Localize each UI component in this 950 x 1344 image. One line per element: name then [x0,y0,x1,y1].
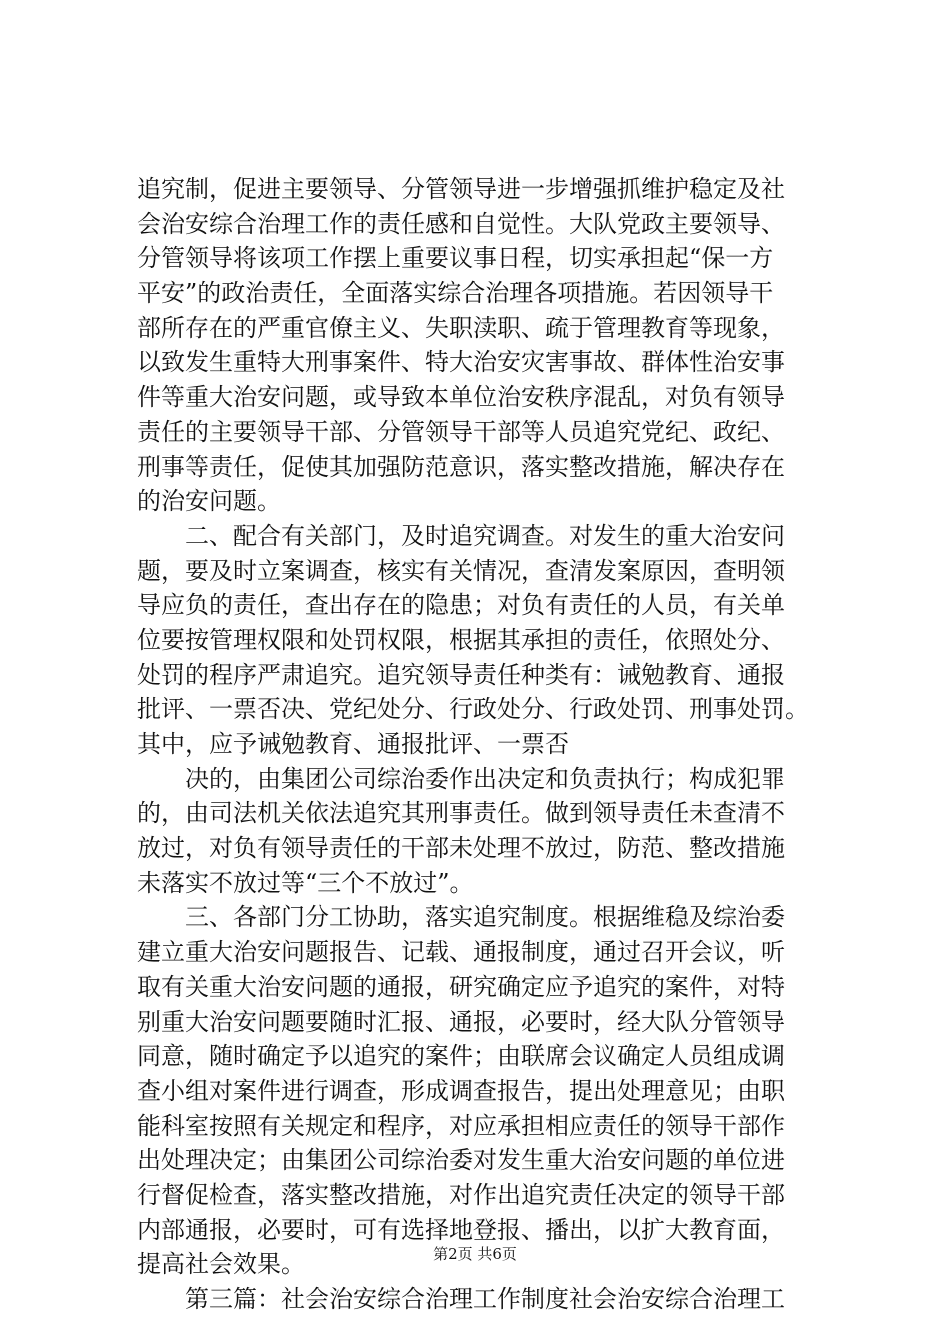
text-line: 行督促检查，落实整改措施，对作出追究责任决定的领导干部 [137,1180,785,1209]
text-line: 追究制，促进主要领导、分管领导进一步增强抓维护稳定及社 [137,175,785,203]
text-line: 第三篇：社会治安综合治理工作制度社会治安综合治理工 [137,1285,785,1313]
text-line: 位要按管理权限和处罚权限，根据其承担的责任，依照处分、 [137,625,785,654]
text-line: 的，由司法机关依法追究其刑事责任。做到领导责任未查清不 [137,799,785,828]
text-line: 查小组对案件进行调查，形成调查报告，提出处理意见；由职 [137,1076,785,1105]
text-line: 建立重大治安问题报告、记载、通报制度，通过召开会议，听 [137,938,785,967]
text-line: 的治安问题。 [137,487,281,516]
text-line: 其中，应予诫勉教育、通报批评、一票否 [137,730,569,758]
text-line: 内部通报，必要时，可有选择地登报、播出，以扩大教育面， [137,1215,785,1244]
text-line: 处罚的程序严肃追究。追究领导责任种类有：诫勉教育、通报 [137,660,785,689]
text-line: 三、各部门分工协助，落实追究制度。根据维稳及综治委 [137,903,785,932]
text-line: 批评、一票否决、党纪处分、行政处分、行政处罚、刑事处罚。 [137,695,809,724]
text-line: 别重大治安问题要随时汇报、通报，必要时，经大队分管领导 [137,1007,785,1036]
text-line: 能科室按照有关规定和程序，对应承担相应责任的领导干部作 [137,1111,785,1140]
text-line: 提高社会效果。 [137,1250,305,1279]
text-line: 责任的主要领导干部、分管领导干部等人员追究党纪、政纪、 [137,417,785,446]
text-line: 刑事等责任，促使其加强防范意识，落实整改措施，解决存在 [137,452,785,481]
text-line: 放过，对负有领导责任的干部未处理不放过，防范、整改措施 [137,834,785,863]
text-line: 出处理决定；由集团公司综治委对发生重大治安问题的单位进 [137,1146,785,1175]
page-footer: 第2页 共6页 [433,1245,517,1263]
text-line: 二、配合有关部门，及时追究调查。对发生的重大治安问 [137,521,785,550]
text-line: 以致发生重特大刑事案件、特大治安灾害事故、群体性治安事 [137,348,785,377]
text-line: 导应负的责任，查出存在的隐患；对负有责任的人员，有关单 [137,591,785,620]
text-line: 取有关重大治安问题的通报，研究确定应予追究的案件，对特 [137,972,785,1001]
text-line: 会治安综合治理工作的责任感和自觉性。大队党政主要领导、 [137,209,785,238]
text-line: 同意，随时确定予以追究的案件；由联席会议确定人员组成调 [137,1042,785,1071]
text-line: 分管领导将该项工作摆上重要议事日程，切实承担起“保一方 [137,244,774,273]
text-line: 件等重大治安问题，或导致本单位治安秩序混乱，对负有领导 [137,383,785,412]
text-line: 部所存在的严重官僚主义、失职渎职、疏于管理教育等现象， [137,313,785,342]
document-body [137,172,837,1317]
text-line: 未落实不放过等“三个不放过”。 [137,868,474,897]
text-line: 平安”的政治责任，全面落实综合治理各项措施。若因领导干 [137,279,774,308]
text-line: 题，要及时立案调查，核实有关情况，查清发案原因，查明领 [137,556,785,585]
text-line: 决的，由集团公司综治委作出决定和负责执行；构成犯罪 [137,764,785,793]
